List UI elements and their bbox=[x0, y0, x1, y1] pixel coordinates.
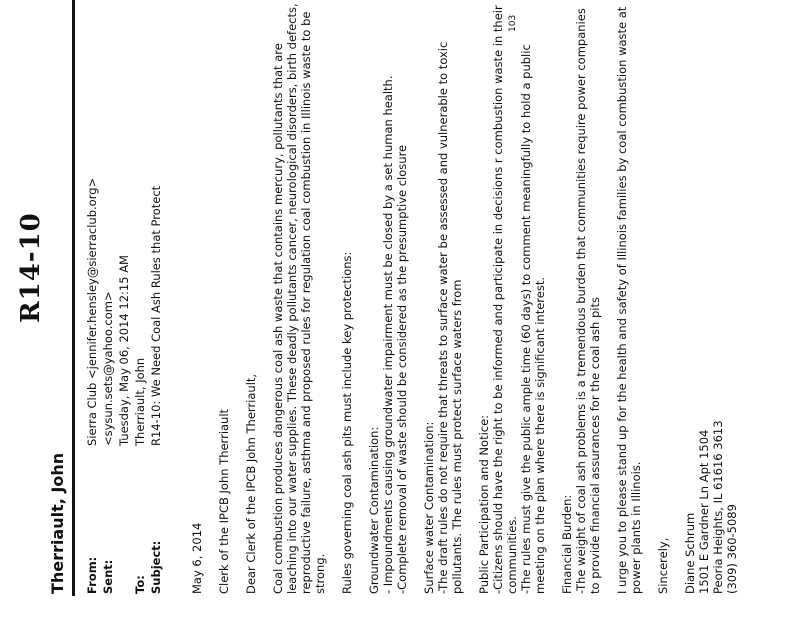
page-number: 103 bbox=[508, 14, 518, 32]
intro-paragraph: Coal combustion produces dangerous coal ash waste that contains mercury, pollutants that are leaching into our water supplies. These deadly pollutants cancer, neurological disorders, birth defects, reproductive failure, asthma and proposed rules for regulation coal combustion in Illinois waste to be strong. bbox=[271, 0, 327, 594]
header-label: Subject: bbox=[149, 540, 163, 594]
financial-burden-section: Financial Burden: -The weight of coal ash problems is a tremendous burden that communities require power companies to provide financial assurances for the coal ash pits bbox=[560, 8, 602, 594]
header-label: Sent: bbox=[101, 559, 115, 594]
document-id: R14-10 bbox=[16, 212, 46, 323]
header-value: Therriault, John bbox=[133, 357, 147, 446]
header-value: <sysun.sets@yahoo.com> bbox=[101, 291, 115, 446]
header-value: R14-10: We Need Coal Ash Rules that Protect bbox=[149, 185, 163, 446]
header-row bbox=[116, 178, 132, 594]
groundwater-section: Groundwater Contamination: - Impoundments causing groundwater impairment must be closed by a set human health. -Complete removal of waste should be considered as the presumptive closure bbox=[367, 75, 409, 594]
header-rule bbox=[72, 0, 75, 596]
letter-body bbox=[190, 0, 739, 594]
header-row bbox=[132, 178, 148, 594]
header-row bbox=[148, 178, 164, 594]
header-value: Tuesday, May 06, 2014 12:15 AM bbox=[117, 255, 131, 446]
addressee-line: Clerk of the IPCB John Therriault bbox=[217, 408, 231, 594]
header-label: From: bbox=[85, 556, 99, 594]
letter-date: May 6, 2014 bbox=[190, 522, 204, 594]
closing-paragraph: I urge you to please stand up for the health and safety of Illinois families by coal combustion waste at power plants in Illinois. bbox=[615, 3, 643, 594]
sign-off: Sincerely, bbox=[656, 537, 670, 594]
signature-block: Diane Schrum 1501 E Gardner Ln Apt 1504 Peoria Heights, IL 61616 3613 (309) 360-5089 bbox=[683, 420, 739, 594]
email-header bbox=[84, 178, 164, 594]
surface-water-section: Surface water Contamination: -The draft rules do not require that threats to surface water be assessed and vulnerable to toxic pollutants. The rules must protect surface waters from bbox=[422, 41, 464, 594]
recipient-name: Therriault, John bbox=[48, 452, 67, 594]
header-label: To: bbox=[133, 575, 147, 594]
public-participation-section: Public Participation and Notice: -Citizens should have the right to be informed and participate in decisions r combustion waste in their communities. -The rules must give the public ample time (60 days) to comment meaningfully to hold a public meeting on the plan where there is significant interest. bbox=[477, 5, 547, 594]
header-row bbox=[84, 178, 100, 594]
header-value: Sierra Club <jennifer.hensley@sierraclub.org> bbox=[85, 177, 99, 446]
header-row bbox=[100, 178, 116, 594]
salutation: Dear Clerk of the IPCB John Therriault, bbox=[244, 373, 258, 594]
protections-intro: Rules governing coal ash pits must include key protections: bbox=[340, 251, 354, 594]
